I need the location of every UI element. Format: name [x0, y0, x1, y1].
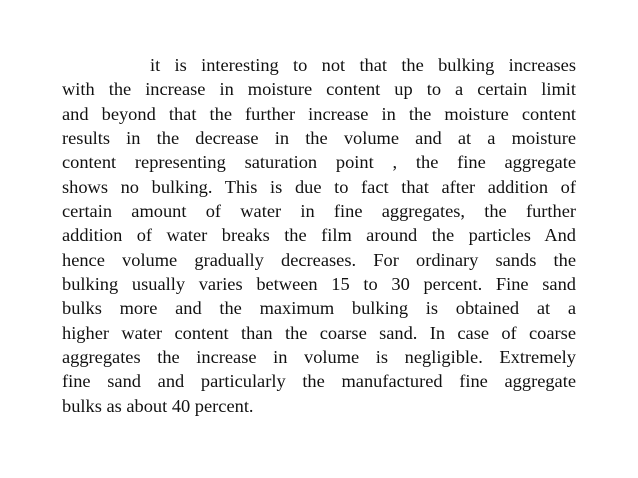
- body-paragraph: [62, 53, 576, 418]
- paragraph-line: certain amount of water in fine aggregates, the further: [62, 201, 576, 222]
- paragraph-line: addition of water breaks the film around the particles And: [62, 225, 576, 246]
- paragraph-line: it is interesting to not that the bulking increases: [150, 55, 576, 75]
- paragraph-line: results in the decrease in the volume and at a moisture: [62, 128, 576, 149]
- paragraph-line: higher water content than the coarse sand. In case of coarse: [62, 322, 576, 343]
- paragraph-line: bulks as about 40 percent.: [62, 395, 254, 416]
- paragraph-line: content representing saturation point , the fine aggregate: [62, 152, 576, 173]
- paragraph-line: bulks more and the maximum bulking is obtained at a: [62, 298, 576, 319]
- paragraph-line: hence volume gradually decreases. For ordinary sands the: [62, 249, 576, 270]
- paragraph-line: bulking usually varies between 15 to 30 percent. Fine sand: [62, 274, 576, 295]
- paragraph-line: and beyond that the further increase in the moisture content: [62, 103, 576, 124]
- paragraph-line: shows no bulking. This is due to fact that after addition of: [62, 176, 576, 197]
- paragraph-line: aggregates the increase in volume is negligible. Extremely: [62, 347, 576, 368]
- paragraph-line: with the increase in moisture content up to a certain limit: [62, 79, 576, 100]
- paragraph-line: fine sand and particularly the manufactured fine aggregate: [62, 371, 576, 392]
